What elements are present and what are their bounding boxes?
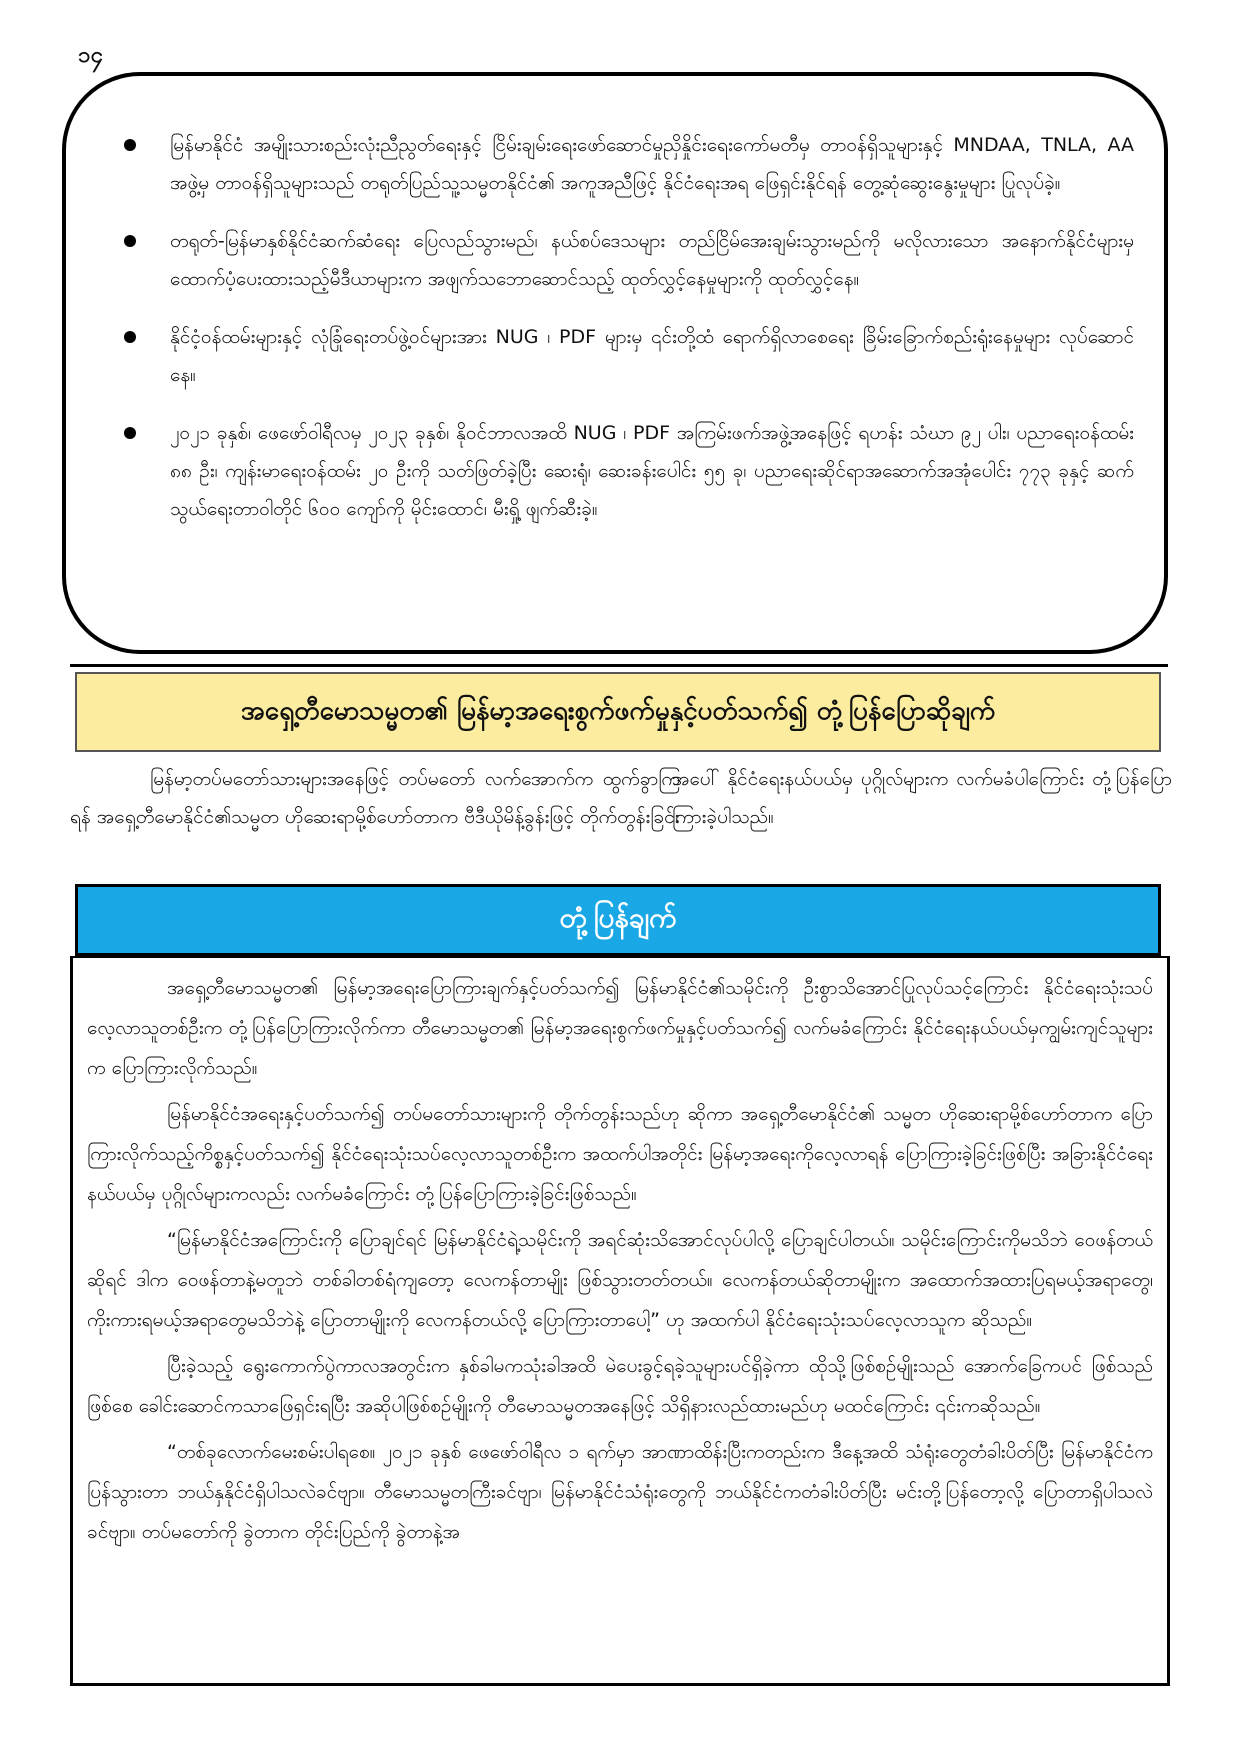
article-paragraph: ပြီးခဲ့သည့် ရွေးကောက်ပွဲကာလအတွင်းက နှစ်ခါမကသုံးခါအထိ မဲပေးခွင့်ရခဲ့သူများပင်ရှိခဲ့ကာ ထိုသို့ဖြစ်စဉ်မျိုးသည် အောက်ခြေကပင် ဖြစ်သည်ဖြစ်စေ ခေါင်းဆောင်ကသာဖြေရှင်းရပြီး အဆိုပါဖြစ်စဉ်မျိုးကို တီမောသမ္မတအနေဖြင့် သိရှိနားလည်ထားမည်ဟု မထင်ကြောင်း ၎င်းကဆိုသည်။: [87, 1355, 1153, 1417]
response-section-header: [75, 884, 1161, 956]
bullet-icon: [124, 235, 136, 247]
bullet-icon: [124, 139, 136, 151]
bullet-icon: [124, 427, 136, 439]
bullet-icon: [124, 331, 136, 343]
intro-right-column: [672, 760, 1172, 836]
headline-divider: [70, 664, 1168, 667]
article-paragraph: မြန်မာနိုင်ငံအရေးနှင့်ပတ်သက်၍ တပ်မတော်သားများကို တိုက်တွန်းသည်ဟု ဆိုကာ အရှေ့တီမောနိုင်ငံ၏ သမ္မတ ဟိုဆေးရာမို့စ်ဟော်တာက ပြောကြားလိုက်သည့်ကိစ္စနှင့်ပတ်သက်၍ နိုင်ငံရေးသုံးသပ်လေ့လာသူတစ်ဦးက အထက်ပါအတိုင်း မြန်မာ့အရေးကိုလေ့လာရန် ပြောကြားခဲ့ခြင်းဖြစ်ပြီး အခြားနိုင်ငံရေးနယ်ပယ်မှ ပုဂ္ဂိုလ်များကလည်း လက်မခံကြောင်း တုံ့ပြန်ပြောကြားခဲ့ခြင်းဖြစ်သည်။: [87, 1103, 1153, 1205]
summary-bullet-text: တရုတ်-မြန်မာနှစ်နိုင်ငံဆက်ဆံရေး ပြေလည်သွားမည်၊ နယ်စပ်ဒေသများ တည်ငြိမ်အေးချမ်းသွားမည်ကို မလိုလားသော အနောက်နိုင်ငံများမှ ထောက်ပံ့ပေးထားသည့်မီဒီယာများက အဖျက်သဘောဆောင်သည့် ထုတ်လွှင့်နေမှုများကို ထုတ်လွှင့်နေ။: [170, 230, 1134, 290]
summary-bullet: [124, 222, 1134, 298]
summary-bullet-text: နိုင်ငံ့ဝန်ထမ်းများနှင့် လုံခြုံရေးတပ်ဖွဲ့ဝင်များအား NUG ၊ PDF များမှ ၎င်းတို့ထံ ရောက်ရှိလာစေရေး ခြိမ်းခြောက်စည်းရုံးနေမှုများ လုပ်ဆောင်နေ။: [170, 326, 1134, 386]
summary-bullet: [124, 126, 1134, 202]
intro-right-text: အပေါ် နိုင်ငံရေးနယ်ပယ်မှ ပုဂ္ဂိုလ်များက လက်မခံပါကြောင်း တုံ့ပြန်ပြောကြားခဲ့ပါသည်။: [672, 768, 1172, 828]
article-paragraph: “တစ်ခုလောက်မေးစမ်းပါရစေ။ ၂၀၂၁ ခုနှစ် ဖေဖော်ဝါရီလ ၁ ရက်မှာ အာဏာထိန်းပြီးကတည်းက ဒီနေ့အထိ သံရုံးတွေတံခါးပိတ်ပြီး မြန်မာနိုင်ငံကပြန်သွားတာ ဘယ်နှနိုင်ငံရှိပါသလဲခင်ဗျာ။ တီမောသမ္မတကြီးခင်ဗျာ၊ မြန်မာနိုင်ငံသံရုံးတွေကို ဘယ်နိုင်ငံကတံခါးပိတ်ပြီး မင်းတို့ပြန်တော့လို့ ပြောတာရှိပါသလဲခင်ဗျာ။ တပ်မတော်ကို ခွဲတာက တိုင်းပြည်ကို ခွဲတာနဲ့အ: [87, 1441, 1153, 1543]
page-number: ၁၄: [78, 43, 103, 68]
article-paragraph: အရှေ့တီမောသမ္မတ၏ မြန်မာ့အရေးပြောကြားချက်နှင့်ပတ်သက်၍ မြန်မာနိုင်ငံ၏သမိုင်းကို ဦးစွာသိအောင်ပြုလုပ်သင့်ကြောင်း နိုင်ငံရေးသုံးသပ်လေ့လာသူတစ်ဦးက တုံ့ပြန်ပြောကြားလိုက်ကာ တီမောသမ္မတ၏ မြန်မာ့အရေးစွက်ဖက်မှုနှင့်ပတ်သက်၍ လက်မခံကြောင်း နိုင်ငံရေးနယ်ပယ်မှကျွမ်းကျင်သူများက ပြောကြားလိုက်သည်။: [87, 977, 1153, 1079]
response-header-text: တုံ့ပြန်ချက်: [559, 901, 677, 934]
headline-text: အရှေ့တီမောသမ္မတ၏ မြန်မာ့အရေးစွက်ဖက်မှုနှင့်ပတ်သက်၍ တုံ့ပြန်ပြောဆိုချက်: [240, 695, 996, 726]
article-paragraph: “မြန်မာနိုင်ငံအကြောင်းကို ပြောချင်ရင် မြန်မာနိုင်ငံရဲ့သမိုင်းကို အရင်ဆုံးသိအောင်လုပ်ပါလို့ ပြောချင်ပါတယ်။ သမိုင်းကြောင်းကိုမသိဘဲ ဝေဖန်တယ်ဆိုရင် ဒါက ဝေဖန်တာနဲ့မတူဘဲ တစ်ခါတစ်ရံကျတော့ လေကန်တာမျိုး ဖြစ်သွားတတ်တယ်။ လေကန်တယ်ဆိုတာမျိုးက အထောက်အထားပြရမယ့်အရာတွေ၊ ကိုးကားရမယ့်အရာတွေမသိဘဲနဲ့ ပြောတာမျိုးကို လေကန်တယ်လို့ ပြောကြားတာပေါ့” ဟု အထက်ပါ နိုင်ငံရေးသုံးသပ်လေ့လာသူက ဆိုသည်။: [87, 1229, 1153, 1331]
article-headline: [75, 672, 1161, 752]
summary-bullet-text: ၂၀၂၁ ခုနှစ်၊ ဖေဖော်ဝါရီလမှ ၂၀၂၃ ခုနှစ်၊ နိုဝင်ဘာလအထိ NUG ၊ PDF အကြမ်းဖက်အဖွဲ့အနေဖြင့် ရဟန်း သံဃာ ၉၂ ပါး၊ ပညာရေးဝန်ထမ်း ၈၈ ဦး၊ ကျန်းမာရေးဝန်ထမ်း ၂၀ ဦးကို သတ်ဖြတ်ခဲ့ပြီး ဆေးရုံ၊ ဆေးခန်းပေါင်း ၅၅ ခု၊ ပညာရေးဆိုင်ရာအဆောက်အအုံပေါင်း ၇၇၃ ခုနှင့် ဆက်သွယ်ရေးတာဝါတိုင် ၆၀၀ ကျော်ကို မိုင်းထောင်၊ မီးရှို့ ဖျက်ဆီးခဲ့။: [170, 422, 1134, 520]
intro-left-column: [70, 760, 680, 836]
intro-left-text: မြန်မာ့တပ်မတော်သားများအနေဖြင့် တပ်မတော် လက်အောက်က ထွက်ခွာကြရန် အရှေ့တီမောနိုင်ငံ၏သမ္မတ ဟိုဆေးရာမို့စ်ဟော်တာက ဗီဒီယိုမိန့်ခွန်းဖြင့် တိုက်တွန်းခြင်း: [70, 768, 680, 828]
summary-bullet: [124, 414, 1134, 528]
intro-section: [70, 760, 1170, 880]
summary-bullet-text: မြန်မာနိုင်ငံ အမျိုးသားစည်းလုံးညီညွတ်ရေးနှင့် ငြိမ်းချမ်းရေးဖော်ဆောင်မှုညှိနှိုင်းရေးကော်မတီမှ တာဝန်ရှိသူများနှင့် MNDAA, TNLA, AA အဖွဲ့မှ တာဝန်ရှိသူများသည် တရုတ်ပြည်သူ့သမ္မတနိုင်ငံ၏ အကူအညီဖြင့် နိုင်ငံရေးအရ ဖြေရှင်းနိုင်ရန် တွေ့ဆုံဆွေးနွေးမှုများ ပြုလုပ်ခဲ့။: [170, 134, 1134, 194]
summary-bullet: [124, 318, 1134, 394]
response-article-box: [70, 956, 1170, 1686]
summary-box: [62, 72, 1168, 654]
